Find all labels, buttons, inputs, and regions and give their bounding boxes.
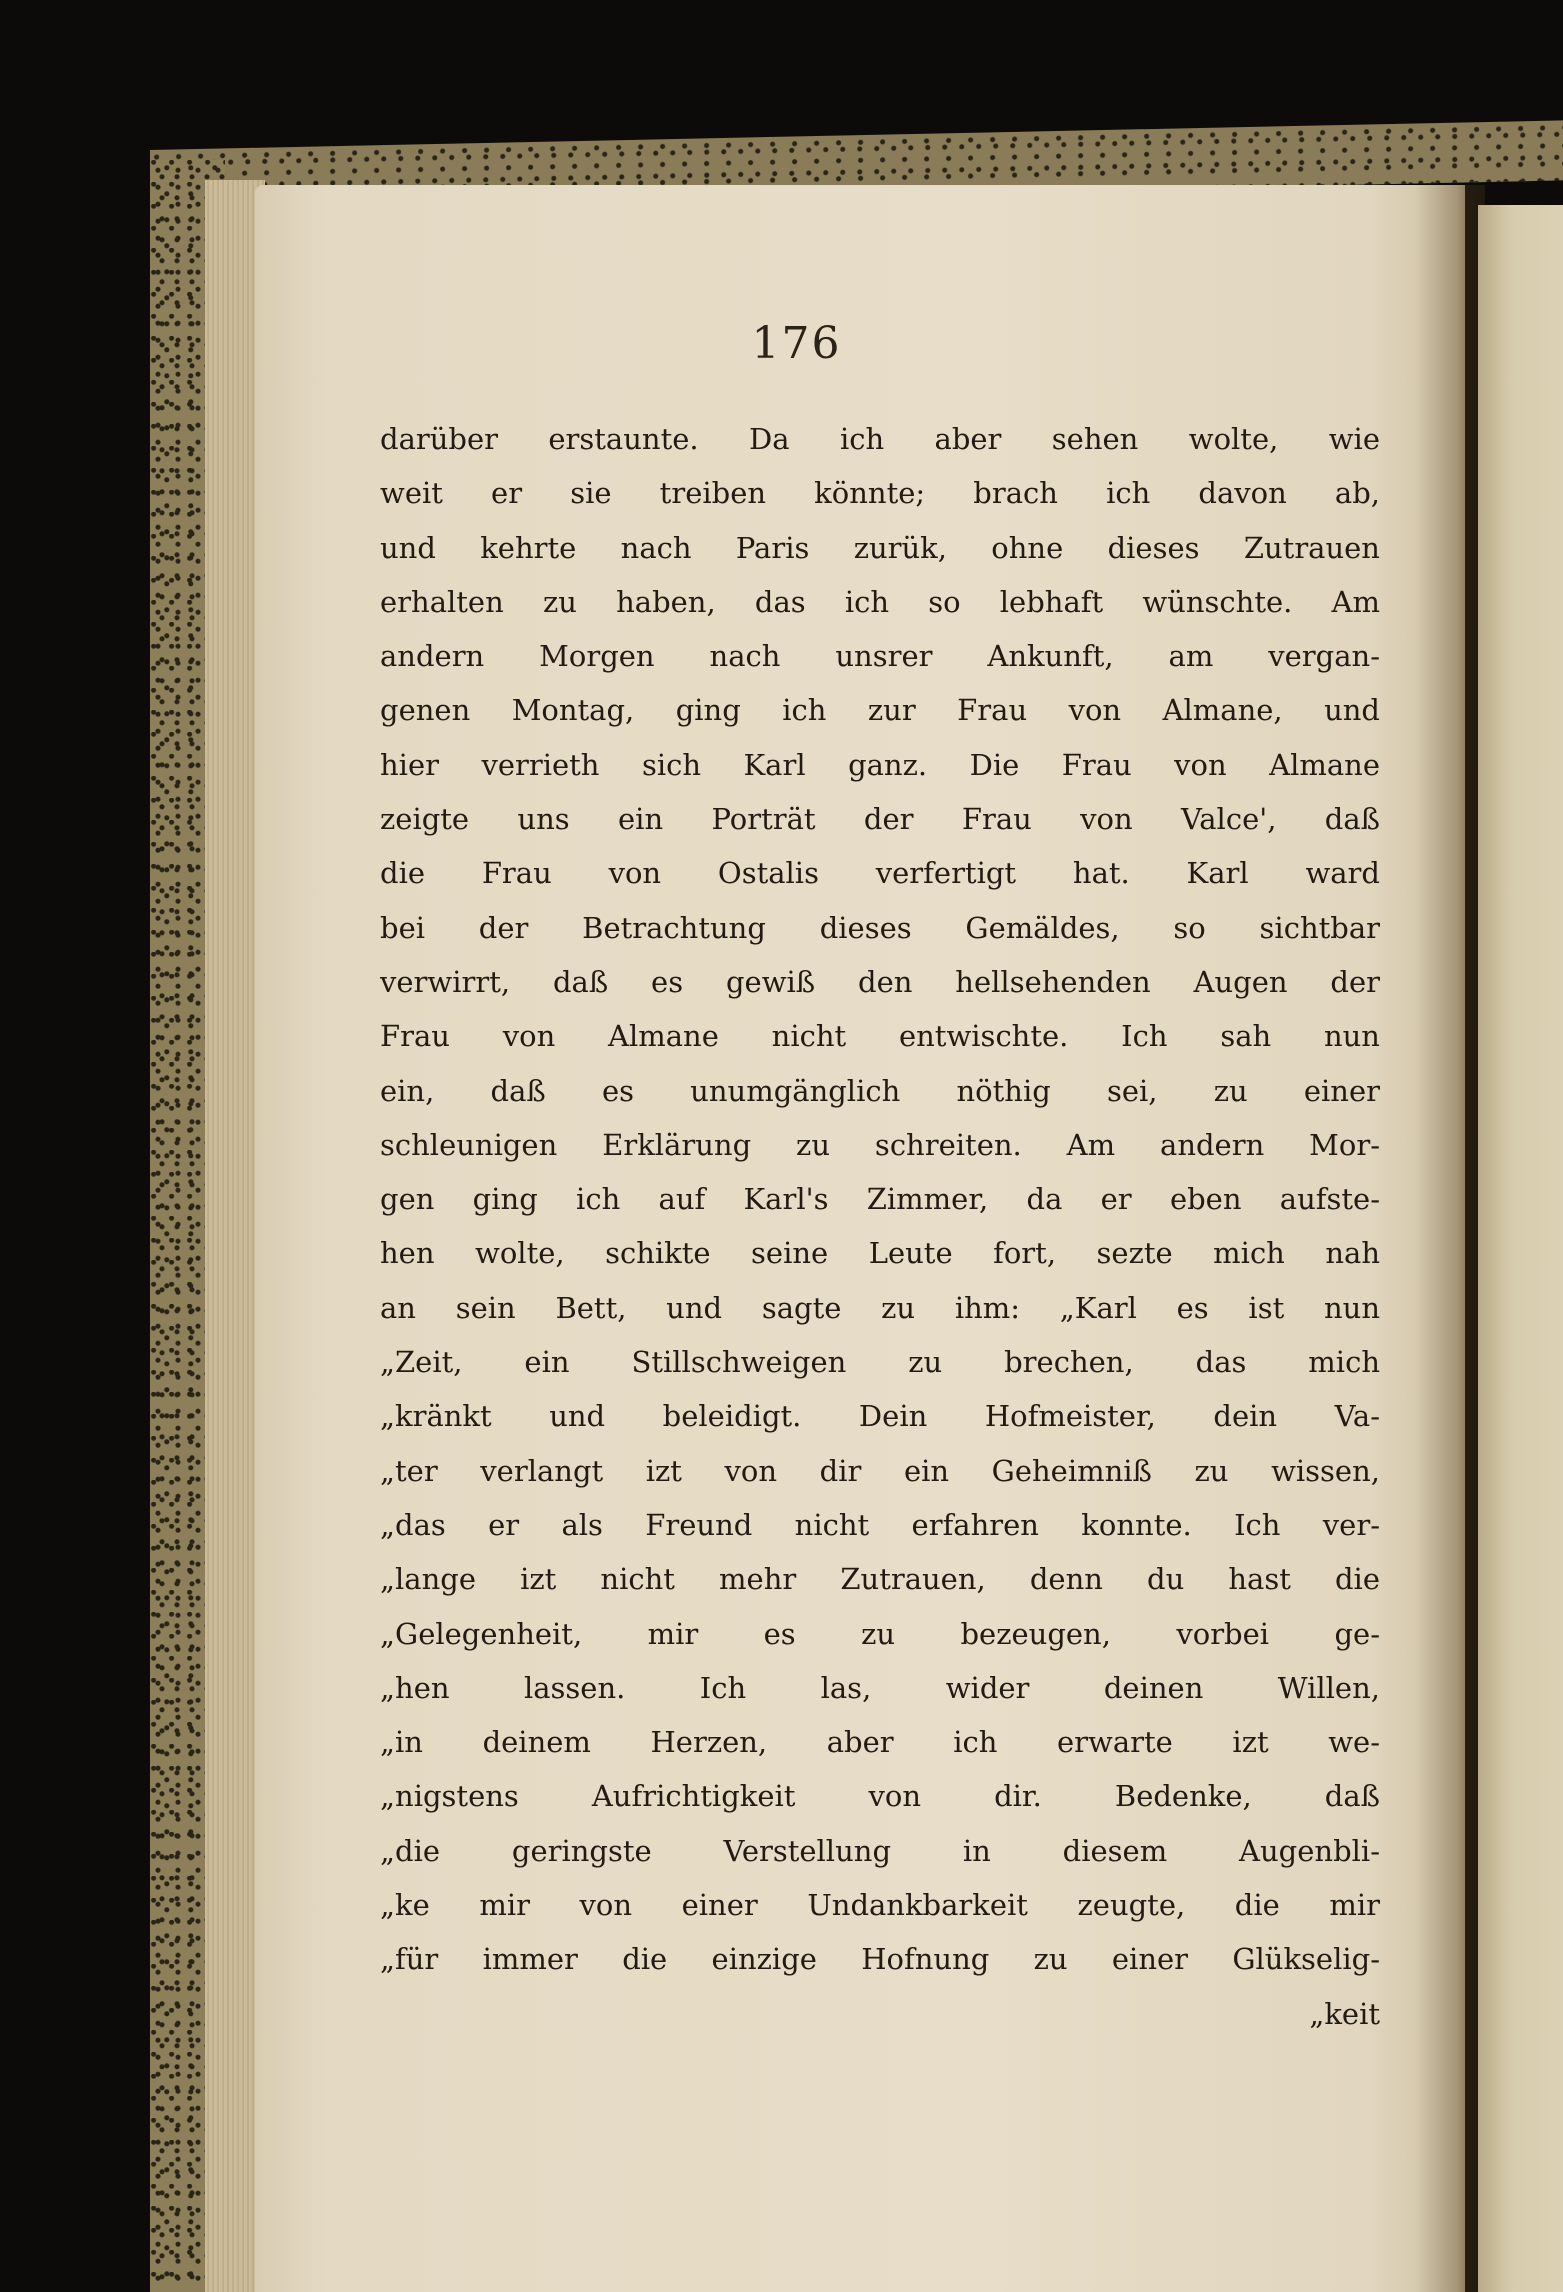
text-block: [380, 412, 1380, 2041]
text-line: „ter verlangt izt von dir ein Geheimniß zu wissen,: [380, 1453, 1380, 1488]
text-line: genen Montag, ging ich zur Frau von Almane, und: [380, 693, 1380, 728]
text-line: „ke mir von einer Undankbarkeit zeugte, die mir: [380, 1888, 1380, 1923]
text-line: weit er sie treiben könnte; brach ich davon ab,: [380, 476, 1380, 511]
text-line: gen ging ich auf Karl's Zimmer, da er eben aufste-: [380, 1182, 1380, 1217]
catchword: „keit: [1309, 1996, 1380, 2031]
text-line: verwirrt, daß es gewiß den hellsehenden Augen der: [380, 964, 1380, 999]
text-line: „Zeit, ein Stillschweigen zu brechen, das mich: [380, 1345, 1380, 1380]
text-line: „lange izt nicht mehr Zutrauen, denn du hast die: [380, 1562, 1380, 1597]
text-line: „das er als Freund nicht erfahren konnte. Ich ver-: [380, 1507, 1380, 1542]
text-line: erhalten zu haben, das ich so lebhaft wünschte. Am: [380, 584, 1380, 619]
facing-page-edge: [1478, 205, 1563, 2292]
text-line: „hen lassen. Ich las, wider deinen Willen,: [380, 1670, 1380, 1705]
text-line: ein, daß es unumgänglich nöthig sei, zu einer: [380, 1073, 1380, 1108]
text-line: bei der Betrachtung dieses Gemäldes, so sichtbar: [380, 910, 1380, 945]
gutter-shadow: [1415, 185, 1485, 2292]
text-line: „kränkt und beleidigt. Dein Hofmeister, dein Va-: [380, 1399, 1380, 1434]
page-number: 176: [751, 318, 842, 369]
text-line: hier verrieth sich Karl ganz. Die Frau von Almane: [380, 747, 1380, 782]
text-line: „in deinem Herzen, aber ich erwarte izt we-: [380, 1725, 1380, 1760]
text-line: die Frau von Ostalis verfertigt hat. Karl ward: [380, 856, 1380, 891]
text-line: und kehrte nach Paris zurük, ohne dieses Zutrauen: [380, 530, 1380, 565]
text-line: Frau von Almane nicht entwischte. Ich sah nun: [380, 1019, 1380, 1054]
text-line: darüber erstaunte. Da ich aber sehen wolte, wie: [380, 422, 1380, 456]
text-line: „für immer die einzige Hofnung zu einer Glükselig-: [380, 1942, 1380, 1977]
text-line: zeigte uns ein Porträt der Frau von Valce', daß: [380, 802, 1380, 837]
text-line: schleunigen Erklärung zu schreiten. Am andern Mor-: [380, 1127, 1380, 1162]
text-line: „die geringste Verstellung in diesem Augenbli-: [380, 1833, 1380, 1868]
text-line: an sein Bett, und sagte zu ihm: „Karl es ist nun: [380, 1290, 1380, 1325]
text-line: hen wolte, schikte seine Leute fort, sezte mich nah: [380, 1236, 1380, 1271]
text-line: andern Morgen nach unsrer Ankunft, am vergan-: [380, 639, 1380, 674]
text-line: „Gelegenheit, mir es zu bezeugen, vorbei ge-: [380, 1616, 1380, 1651]
text-line: „nigstens Aufrichtigkeit von dir. Bedenke, daß: [380, 1779, 1380, 1814]
